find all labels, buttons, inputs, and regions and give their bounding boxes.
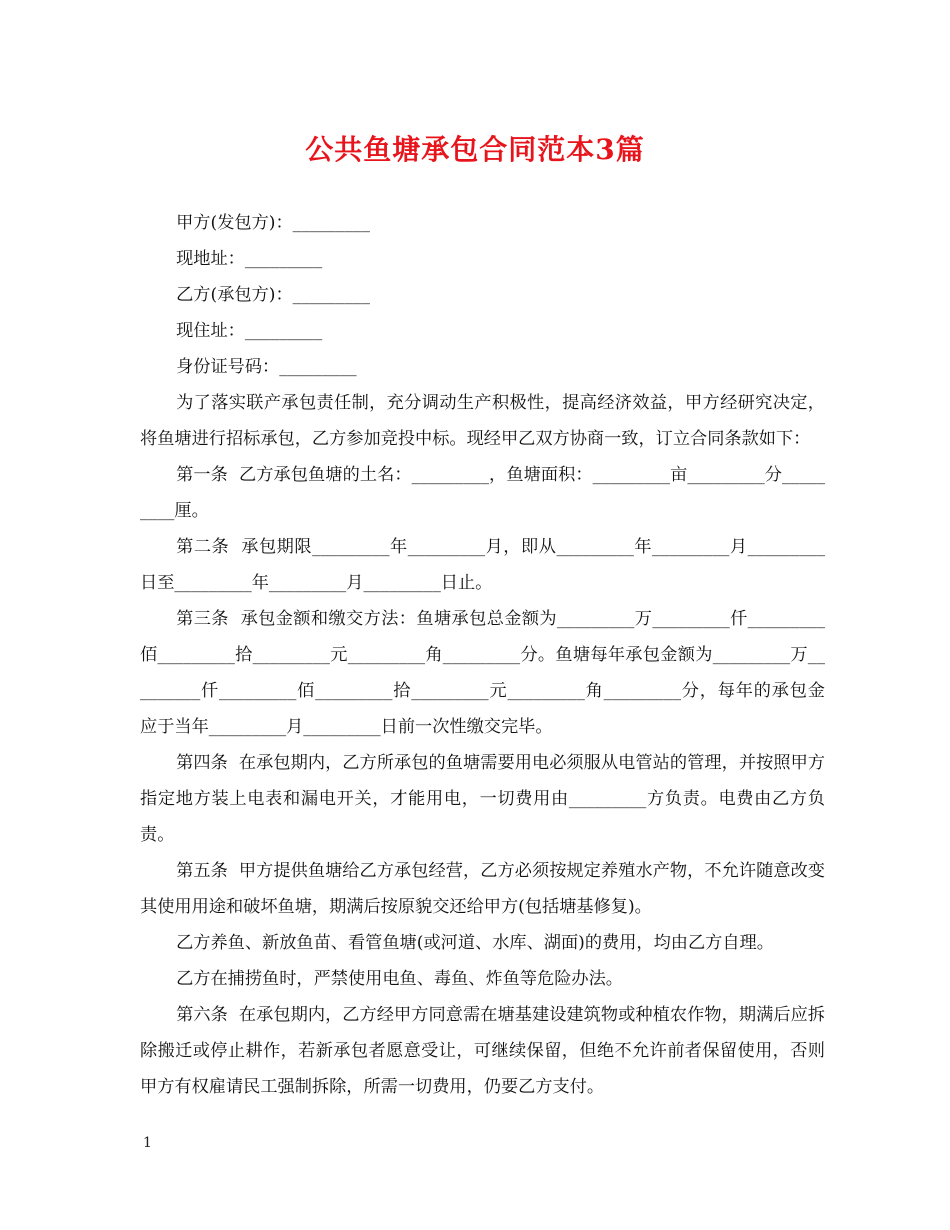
document-title: 公共鱼塘承包合同范本3篇 xyxy=(305,133,645,166)
article-1-paragraph: 第一条 乙方承包鱼塘的土名：_________，鱼塘面积：_________亩_________分_________厘。 xyxy=(140,465,825,521)
article-5-paragraph: 第五条 甲方提供鱼塘给乙方承包经营，乙方必须按规定养殖水产物，不允许随意改变其使用用途和破坏鱼塘，期满后按原貌交还给甲方(包括塘基修复)。 xyxy=(140,861,825,917)
fishing-method-paragraph: 乙方在捕捞鱼时，严禁使用电鱼、毒鱼、炸鱼等危险办法。 xyxy=(176,969,623,989)
fish-cost-paragraph: 乙方养鱼、新放鱼苗、看管鱼塘(或河道、水库、湖面)的费用，均由乙方自理。 xyxy=(176,933,774,953)
party-a-field: 甲方(发包方)：_________ xyxy=(176,213,370,233)
article-6-paragraph: 第六条 在承包期内，乙方经甲方同意需在塘基建设建筑物或种植农作物，期满后应拆除搬迁或停止耕作，若新承包者愿意受让，可继续保留，但绝不允许前者保留使用，否则甲方有权雇请民工强制拆除，所需一切费用，仍要乙方支付。 xyxy=(140,1005,825,1097)
preamble-paragraph: 为了落实联产承包责任制，充分调动生产积极性，提高经济效益，甲方经研究决定，将鱼塘进行招标承包，乙方参加竞投中标。现经甲乙双方协商一致，订立合同条款如下： xyxy=(140,393,825,449)
party-b-address-field: 现住址：_________ xyxy=(176,321,323,341)
article-2-paragraph: 第二条 承包期限_________年_________月，即从_________年_________月_________日至_________年_________月_________日止。 xyxy=(140,537,825,593)
page-number: 1 xyxy=(143,1135,152,1151)
party-b-field: 乙方(承包方)：_________ xyxy=(176,285,370,305)
id-number-field: 身份证号码：_________ xyxy=(176,357,357,377)
party-a-address-field: 现地址：_________ xyxy=(176,249,323,269)
contract-body xyxy=(140,205,825,1105)
article-4-paragraph: 第四条 在承包期内，乙方所承包的鱼塘需要用电必须服从电管站的管理，并按照甲方指定地方装上电表和漏电开关，才能用电，一切费用由_________方负责。电费由乙方负责。 xyxy=(140,753,825,845)
article-3-paragraph: 第三条 承包金额和缴交方法：鱼塘承包总金额为_________万_________仟_________佰_________拾_________元_________角_________分。鱼塘每年承包金额为_________万_________仟_________佰_________拾_________元_________角_________分，每年的承包金应于当年_________月_________日前一次性缴交完毕。 xyxy=(140,609,825,737)
